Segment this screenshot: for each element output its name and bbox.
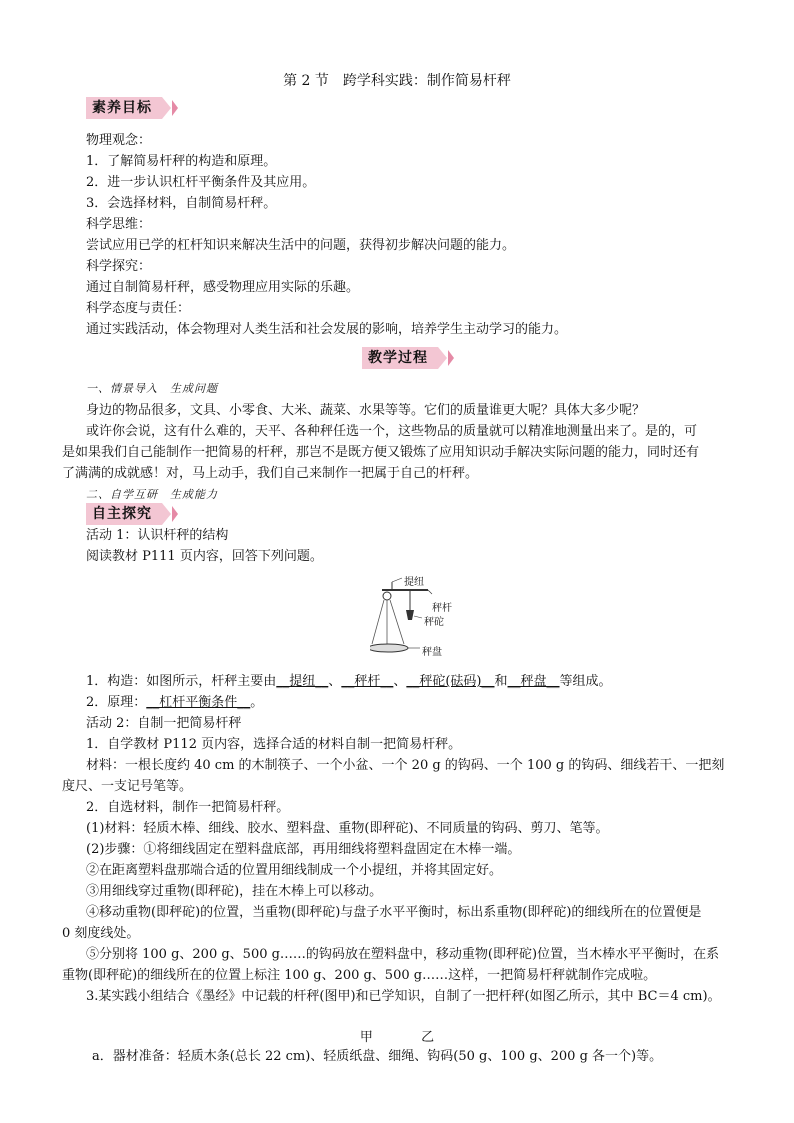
paragraph-line: 了满满的成就感！对，马上动手，我们自己来制作一把属于自己的杆秤。 xyxy=(62,466,479,481)
answer-blank: __提纽__ xyxy=(276,674,329,689)
goal-item: 通过自制简易杆秤，感受物理应用实际的乐趣。 xyxy=(86,280,360,295)
paragraph-line: ③用细线穿过重物(即秤砣)，挂在木棒上可以移动。 xyxy=(86,884,383,899)
paragraph-line: a．器材准备：轻质木条(总长 22 cm)、轻质纸盘、细绳、钩码(50 g、100 g、200 g 各一个)等。 xyxy=(92,1049,663,1064)
separator: 、 xyxy=(328,674,342,689)
goal-item: 尝试应用已学的杠杆知识来解决生活中的问题，获得初步解决问题的能力。 xyxy=(86,238,516,253)
label-chengpan: 秤盘 xyxy=(422,647,442,658)
goal-item: 2．进一步认识杠杆平衡条件及其应用。 xyxy=(86,175,316,190)
goal-heading: 科学态度与责任： xyxy=(86,301,191,316)
activity-title: 活动 1：认识杆秤的结构 xyxy=(86,528,229,543)
answer-blank: __秤杆__ xyxy=(341,674,394,689)
answer-blank: __秤砣(砝码)__ xyxy=(406,674,495,689)
figure-captions xyxy=(0,1026,794,1045)
label-chenggan: 秤杆 xyxy=(432,603,452,614)
paragraph-line: 或许你会说，这有什么难的，天平、各种秤任选一个，这些物品的质量就可以精准地测量出来了。是的，可 xyxy=(86,424,698,439)
paragraph-line: ⑤分别将 100 g、200 g、500 g……的钩码放在塑料盘中，移动重物(即秤砣)位置，当木棒水平平衡时，在系 xyxy=(86,947,720,962)
paragraph-line: ②在距离塑料盘那端合适的位置用细线制成一个小提纽，并将其固定好。 xyxy=(86,863,503,878)
banner-goals-label: 素养目标 xyxy=(86,97,162,119)
banner-arrow-icon xyxy=(172,100,178,116)
question-text: 1．构造：如图所示，杆秤主要由 xyxy=(86,674,277,689)
paragraph-line: 是如果我们自己能制作一把简易的杆秤，那岂不是既方便又锻炼了应用知识动手解决实际问题的能力，同时还有 xyxy=(62,445,700,460)
separator: 和 xyxy=(494,674,508,689)
banner-arrow-icon xyxy=(162,503,171,525)
counterweight-icon xyxy=(406,610,414,620)
paragraph-line: (1)材料：轻质木棒、细线、胶水、塑料盘、重物(即秤砣)、不同质量的钩码、剪刀、笔等。 xyxy=(86,821,609,836)
section-heading: 二、自学互研 生成能力 xyxy=(86,488,218,501)
paragraph-line: 阅读教材 P111 页内容，回答下列问题。 xyxy=(86,549,323,564)
banner-process xyxy=(362,347,454,369)
paragraph-line: ④移动重物(即秤砣)的位置，当重物(即秤砣)与盘子水平平衡时，标出系重物(即秤砣)的细线所在的位置便是 xyxy=(86,905,702,920)
question-text: 。 xyxy=(250,695,264,710)
banner-arrow-icon xyxy=(162,97,171,119)
label-chengtuo: 秤砣 xyxy=(424,617,444,628)
banner-goals xyxy=(86,97,178,119)
paragraph-line: 3.某实践小组结合《墨经》中记载的杆秤(图甲)和已学知识，自制了一把杆秤(如图乙所示，其中 BC＝4 cm)。 xyxy=(86,989,721,1004)
label-tizu: 提纽 xyxy=(404,577,424,588)
paragraph-line: 度尺、一支记号笔等。 xyxy=(62,779,193,794)
scale-pan xyxy=(370,644,408,652)
section-heading: 一、情景导入 生成问题 xyxy=(86,382,218,395)
paragraph-line: 0 刻度线处。 xyxy=(62,926,140,941)
caption-jia: 甲 xyxy=(359,1030,373,1045)
paragraph-line: 1．自学教材 P112 页内容，选择合适的材料自制一把简易杆秤。 xyxy=(86,737,462,752)
page-title: 第 2 节 跨学科实践：制作简易杆秤 xyxy=(283,73,511,89)
goal-item: 1．了解简易杆秤的构造和原理。 xyxy=(86,154,277,169)
question-text: 2．原理： xyxy=(86,695,147,710)
banner-explore-label: 自主探究 xyxy=(86,503,162,525)
question-text: 等组成。 xyxy=(559,674,612,689)
caption-yi: 乙 xyxy=(421,1030,435,1045)
goal-heading: 科学思维： xyxy=(86,217,152,232)
goal-item: 3．会选择材料，自制简易杆秤。 xyxy=(86,196,277,211)
paragraph-line: (2)步骤：①将细线固定在塑料盘底部，再用细线将塑料盘固定在木棒一端。 xyxy=(86,842,521,857)
goal-heading: 科学探究： xyxy=(86,259,152,274)
banner-explore xyxy=(86,503,178,525)
goal-item: 通过实践活动，体会物理对人类生活和社会发展的影响，培养学生主动学习的能力。 xyxy=(86,322,568,337)
banner-process-label: 教学过程 xyxy=(362,347,438,369)
paragraph-line: 2．自选材料，制作一把简易杆秤。 xyxy=(86,800,290,815)
goal-heading: 物理观念： xyxy=(86,133,152,148)
question-structure xyxy=(86,672,612,692)
answer-blank: __杠杆平衡条件__ xyxy=(146,695,251,710)
activity-title: 活动 2：自制一把简易杆秤 xyxy=(86,716,242,731)
paragraph-line: 重物(即秤砣)的细线所在的位置上标注 100 g、200 g、500 g……这样，一把简易杆秤就制作完成啦。 xyxy=(62,968,657,983)
answer-blank: __秤盘__ xyxy=(507,674,560,689)
paragraph-line: 材料：一根长度约 40 cm 的木制筷子、一个小盆、一个 20 g 的钩码、一个 100 g 的钩码、细线若干、一把刻 xyxy=(86,758,725,773)
separator: 、 xyxy=(393,674,407,689)
banner-arrow-icon xyxy=(172,506,178,522)
question-principle xyxy=(86,693,263,713)
paragraph-line: 身边的物品很多，文具、小零食、大米、蔬菜、水果等等。它们的质量谁更大呢？具体大多少呢？ xyxy=(86,403,646,418)
banner-arrow-icon xyxy=(448,350,454,366)
hook-ring xyxy=(383,592,391,600)
banner-arrow-icon xyxy=(438,347,447,369)
